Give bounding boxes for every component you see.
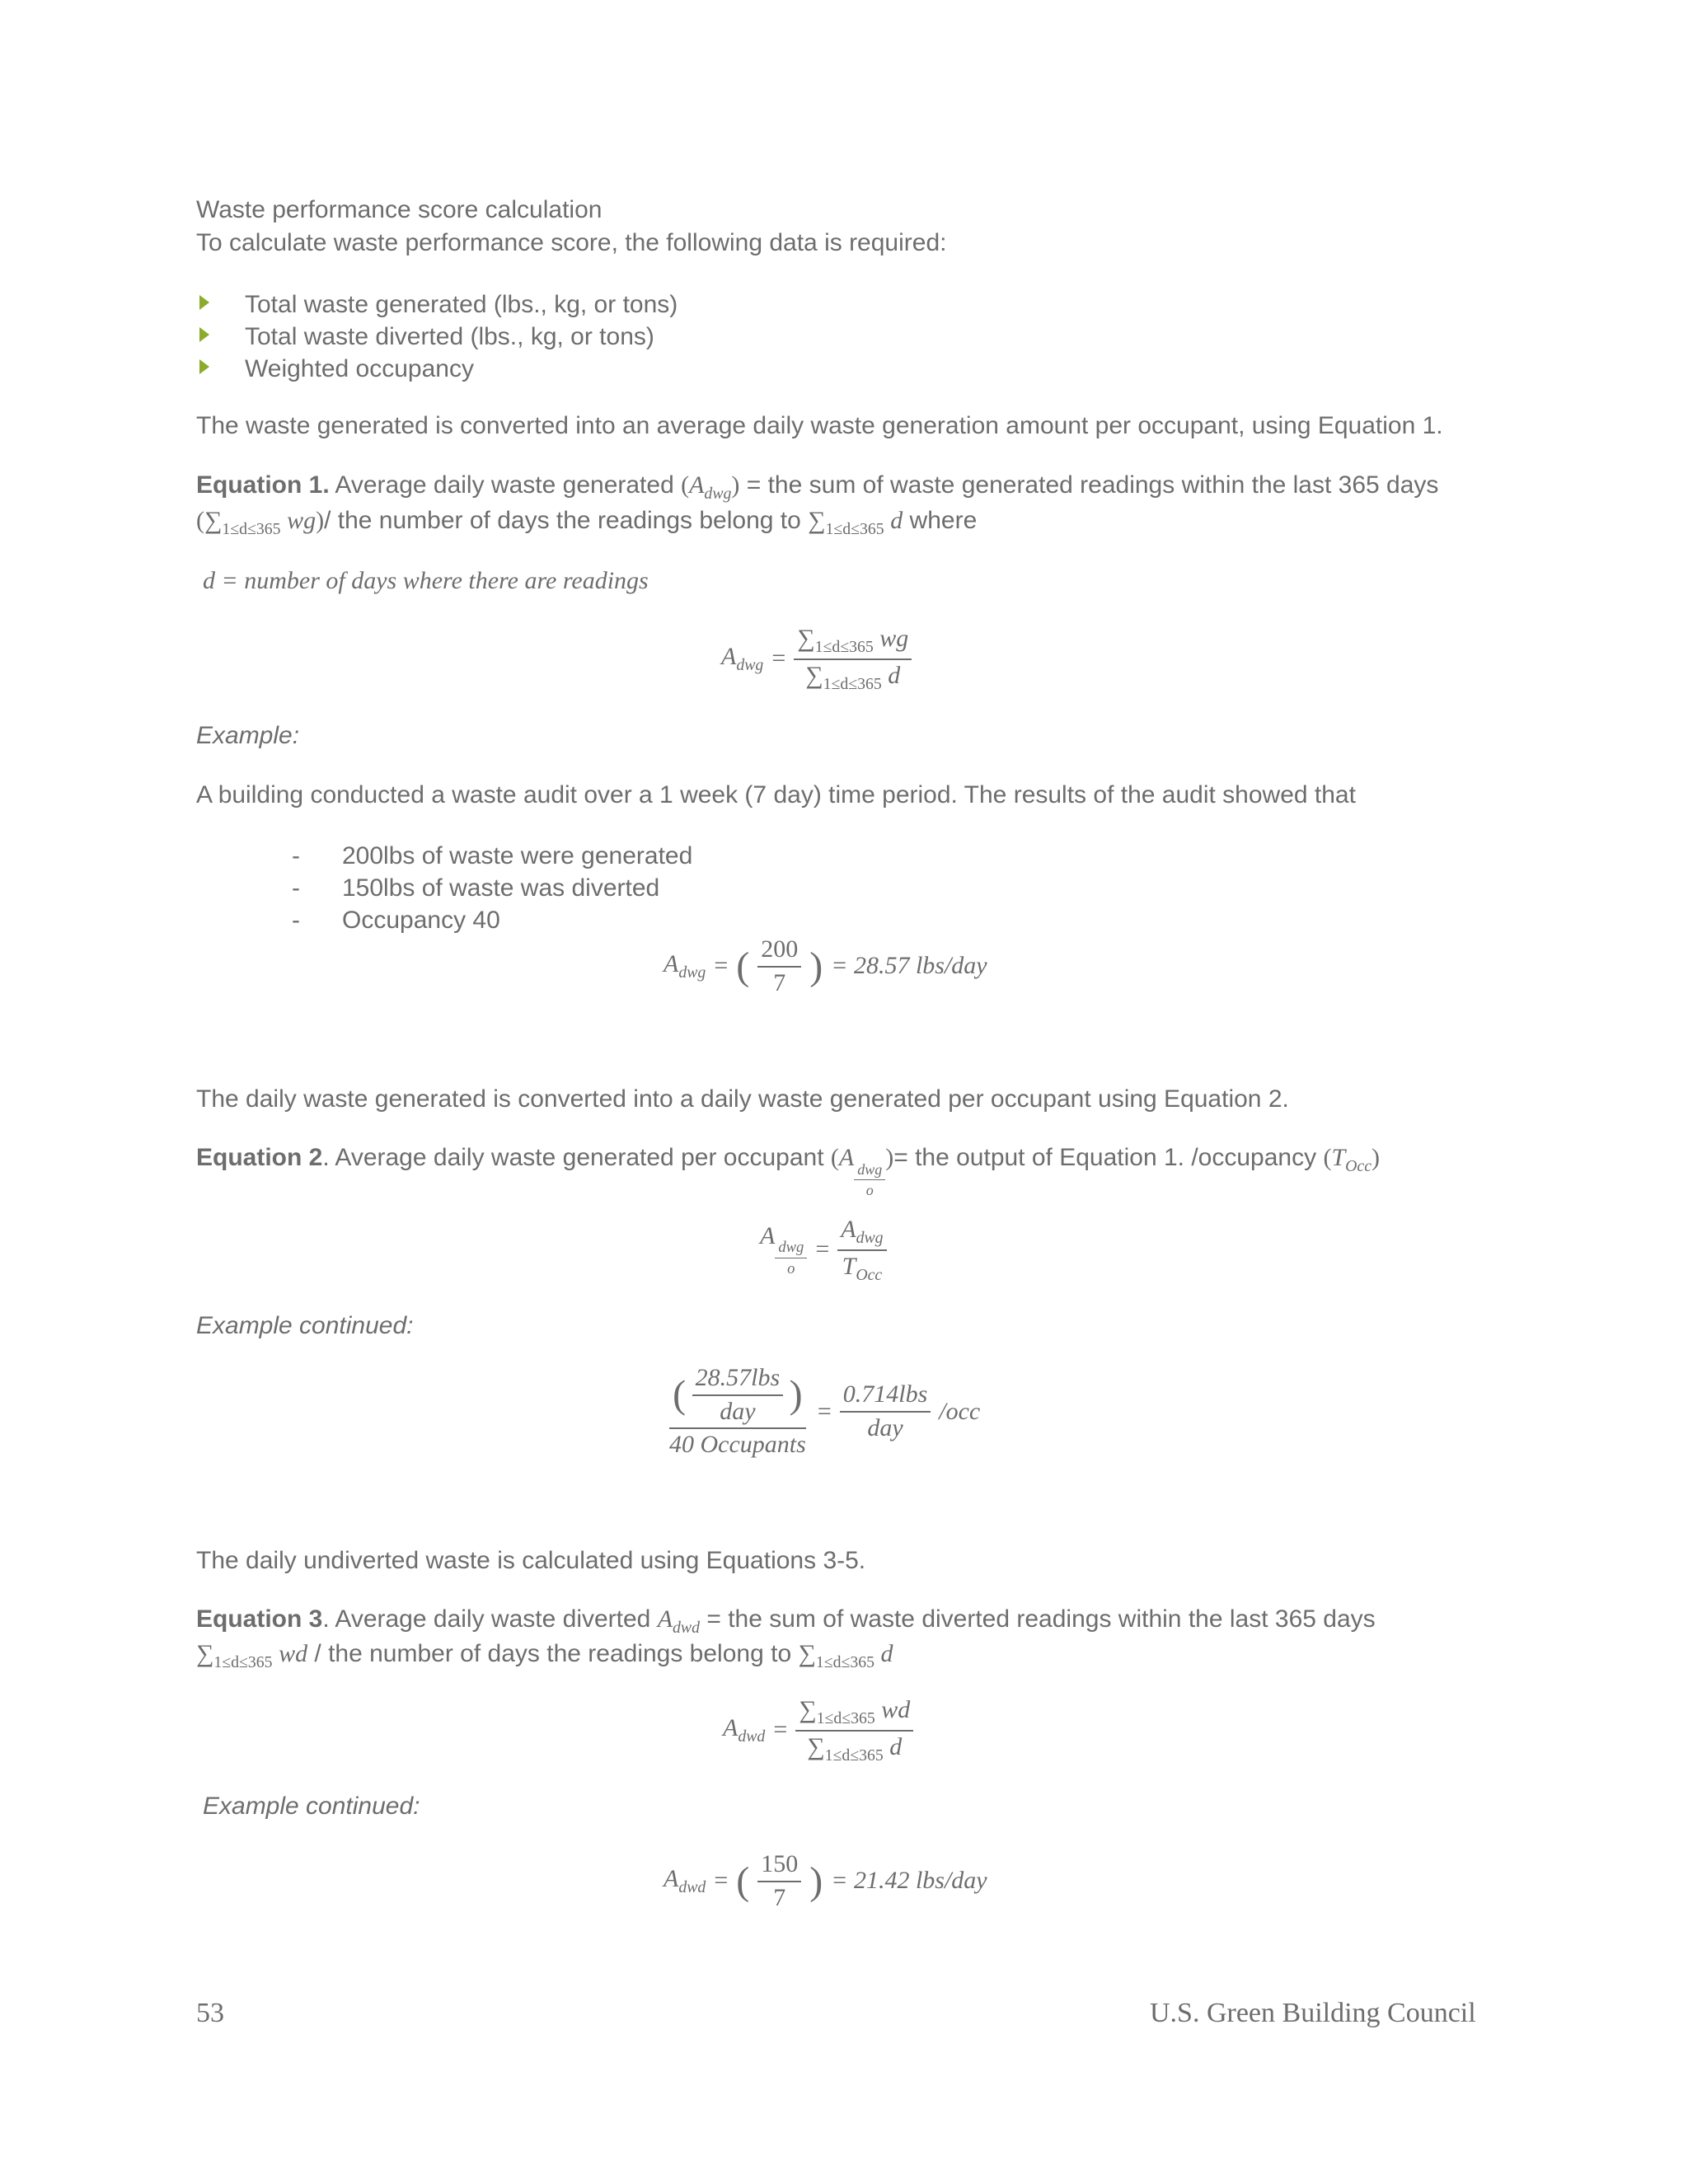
- example-label: Example:: [196, 722, 300, 749]
- inline-math: $\sum_{1\le d\le 365}$ d: [808, 507, 903, 538]
- paragraph-per-occupant: The daily waste generated is converted into a daily waste generated per occupant using Equation 2.: [196, 1085, 1289, 1113]
- triangle-bullet-icon: [199, 359, 209, 374]
- inline-math: $\sum_{1\le d\le 365}$ d: [798, 1640, 893, 1671]
- equation-3-description-line2: $\sum_{1\le d\le 365}$ wd / the number of days the readings belong to $\sum_{1\le d\le 365}$ d: [196, 1640, 893, 1671]
- triangle-bullet-icon: [199, 295, 209, 310]
- dash-bullet: -: [292, 874, 300, 902]
- list-item: Total waste diverted (lbs., kg, or tons): [245, 323, 654, 350]
- inline-math: $(T_{Occ})$: [1323, 1144, 1380, 1175]
- equation-2-description: Equation 2. Average daily waste generated per occupant (A $\frac{\text{dwg}}{o}$ )= the output of Equation 1. /occupancy $(T_{Occ})$: [196, 1144, 1380, 1199]
- list-item: 150lbs of waste was diverted: [342, 874, 660, 902]
- dash-bullet: -: [292, 842, 300, 869]
- example-continued-label-2: Example continued:: [203, 1793, 420, 1820]
- example-1-calculation: $A_{dwg}$ = ( $\frac{200}{7}$ ) = 28.57 lbs/day: [663, 935, 987, 996]
- inline-math: ($\sum_{1\le d\le 365}$ wg): [196, 507, 325, 538]
- equation-2-label: Equation 2: [196, 1144, 323, 1171]
- inline-math: $(A_{dwg})$: [681, 471, 740, 503]
- equation-1-description: Equation 1. Average daily waste generated $(A_{dwg})$ = the sum of waste generated readings within the last 365 days: [196, 471, 1439, 503]
- list-item: Total waste generated (lbs., kg, or tons): [245, 291, 678, 318]
- list-item: Occupancy 40: [342, 907, 500, 934]
- intro-text: To calculate waste performance score, the following data is required:: [196, 229, 947, 256]
- inline-math: (A $\frac{\text{dwg}}{o}$ ): [830, 1144, 894, 1199]
- paragraph-generated: The waste generated is converted into an average daily waste generation amount per occupant, using Equation 1.: [196, 412, 1443, 439]
- page-number: 53: [196, 1998, 224, 2028]
- equation-3-formula: $A_{dwd}$ = $\frac{\sum_{1\le d\le 365} wd}{\sum_{1\le d\le 365} d}$: [723, 1696, 913, 1765]
- equation-3-label: Equation 3: [196, 1605, 323, 1633]
- paragraph-undiverted: The daily undiverted waste is calculated using Equations 3-5.: [196, 1547, 866, 1574]
- example-text: A building conducted a waste audit over a 1 week (7 day) time period. The results of the audit showed that: [196, 781, 1356, 808]
- equation-1-description-line2: ($\sum_{1\le d\le 365}$ wg)/ the number of days the readings belong to $\sum_{1\le d\le 365}$ d where: [196, 507, 978, 538]
- inline-math: $A_{dwd}$: [657, 1605, 701, 1637]
- equation-2-formula: A $\frac{\text{dwg}}{o}$ = $\frac{A_{dwg}}{T_{Occ}}$: [760, 1216, 887, 1284]
- dash-bullet: -: [292, 907, 300, 934]
- footer-organization: U.S. Green Building Council: [1150, 1998, 1476, 2028]
- list-item: Weighted occupancy: [245, 355, 474, 382]
- equation-1-label: Equation 1.: [196, 471, 330, 499]
- example-2-calculation: ( $\frac{\text{28.57lbs}}{\text{day}}$ ) 40 Occupants = $\frac{\text{0.714lbs}}{\text{day}}$ /occ: [669, 1364, 981, 1458]
- example-3-calculation: $A_{dwd}$ = ( $\frac{150}{7}$ ) = 21.42 lbs/day: [663, 1850, 987, 1911]
- triangle-bullet-icon: [199, 327, 209, 342]
- equation-1-formula: $A_{dwg}$ = $\frac{\sum_{1\le d\le 365} wg}{\sum_{1\le d\le 365} d}$: [721, 625, 912, 693]
- list-item: 200lbs of waste were generated: [342, 842, 693, 869]
- example-continued-label: Example continued:: [196, 1312, 414, 1339]
- d-definition: d = number of days where there are readings: [203, 567, 649, 594]
- equation-3-description: Equation 3. Average daily waste diverted $A_{dwd}$ = the sum of waste diverted readings within the last 365 days: [196, 1605, 1376, 1637]
- section-heading: Waste performance score calculation: [196, 196, 603, 223]
- inline-math: $\sum_{1\le d\le 365}$ wd: [196, 1640, 308, 1671]
